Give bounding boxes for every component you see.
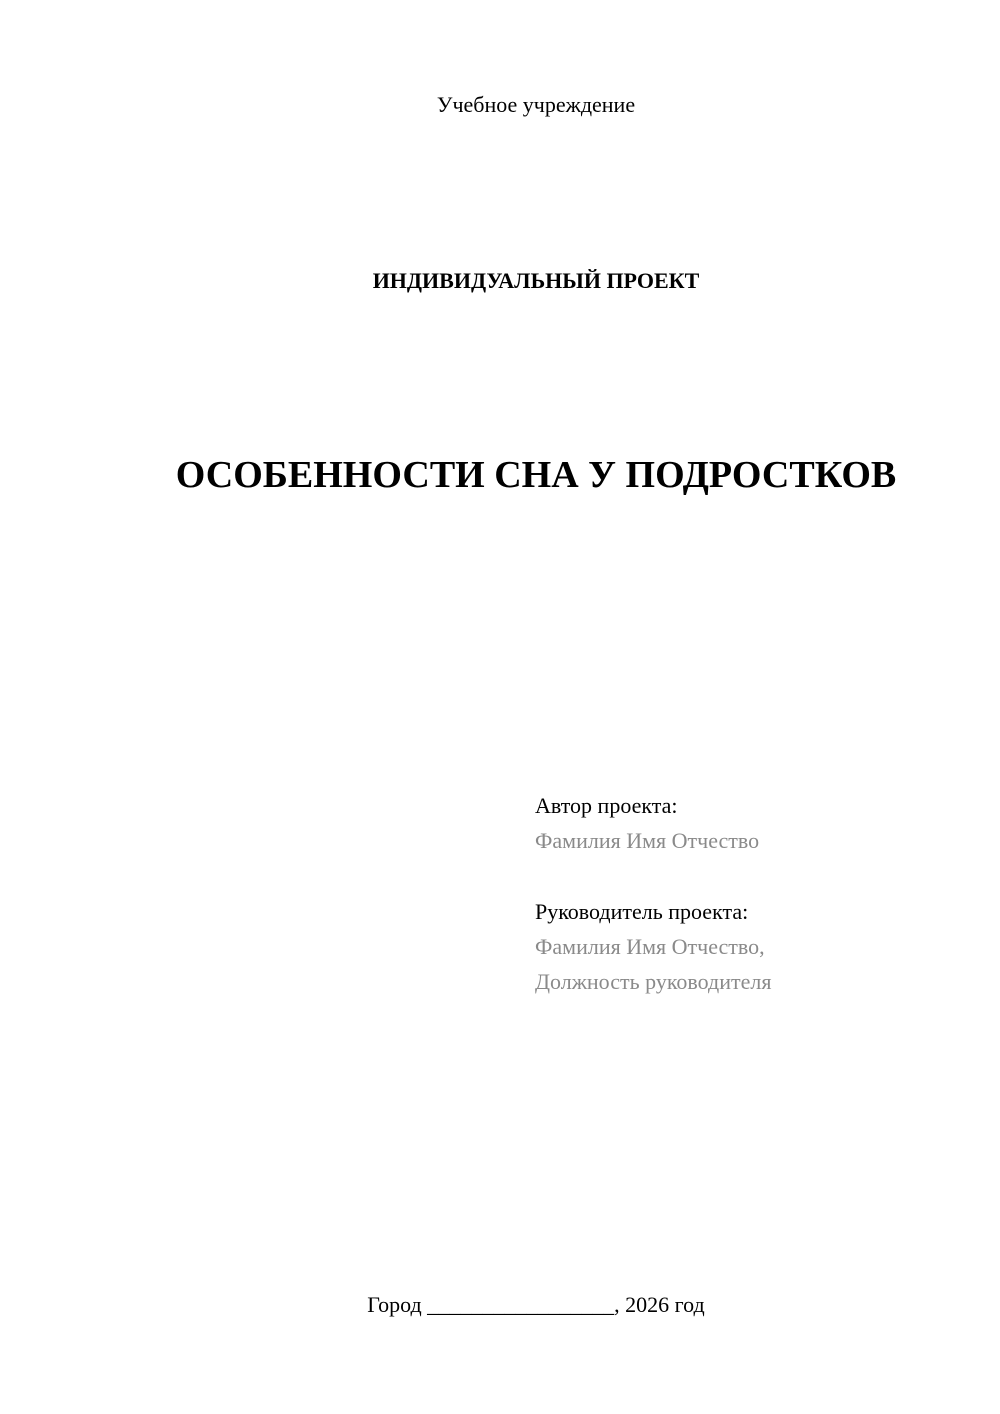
city-year-line: Город _________________, 2026 год: [367, 1292, 705, 1317]
signature-block: [535, 788, 975, 999]
author-label: Автор проекта:: [535, 793, 678, 818]
supervisor-name: Фамилия Имя Отчество,: [535, 934, 765, 959]
document-title: ОСОБЕННОСТИ СНА У ПОДРОСТКОВ: [175, 454, 897, 496]
author-name: Фамилия Имя Отчество: [535, 828, 760, 853]
institution-name: Учебное учреждение: [436, 92, 636, 117]
document-type-heading: ИНДИВИДУАЛЬНЫЙ ПРОЕКТ: [372, 268, 700, 293]
supervisor-label: Руководитель проекта:: [535, 899, 749, 924]
supervisor-position: Должность руководителя: [535, 969, 772, 994]
signature-spacer: [535, 858, 975, 894]
